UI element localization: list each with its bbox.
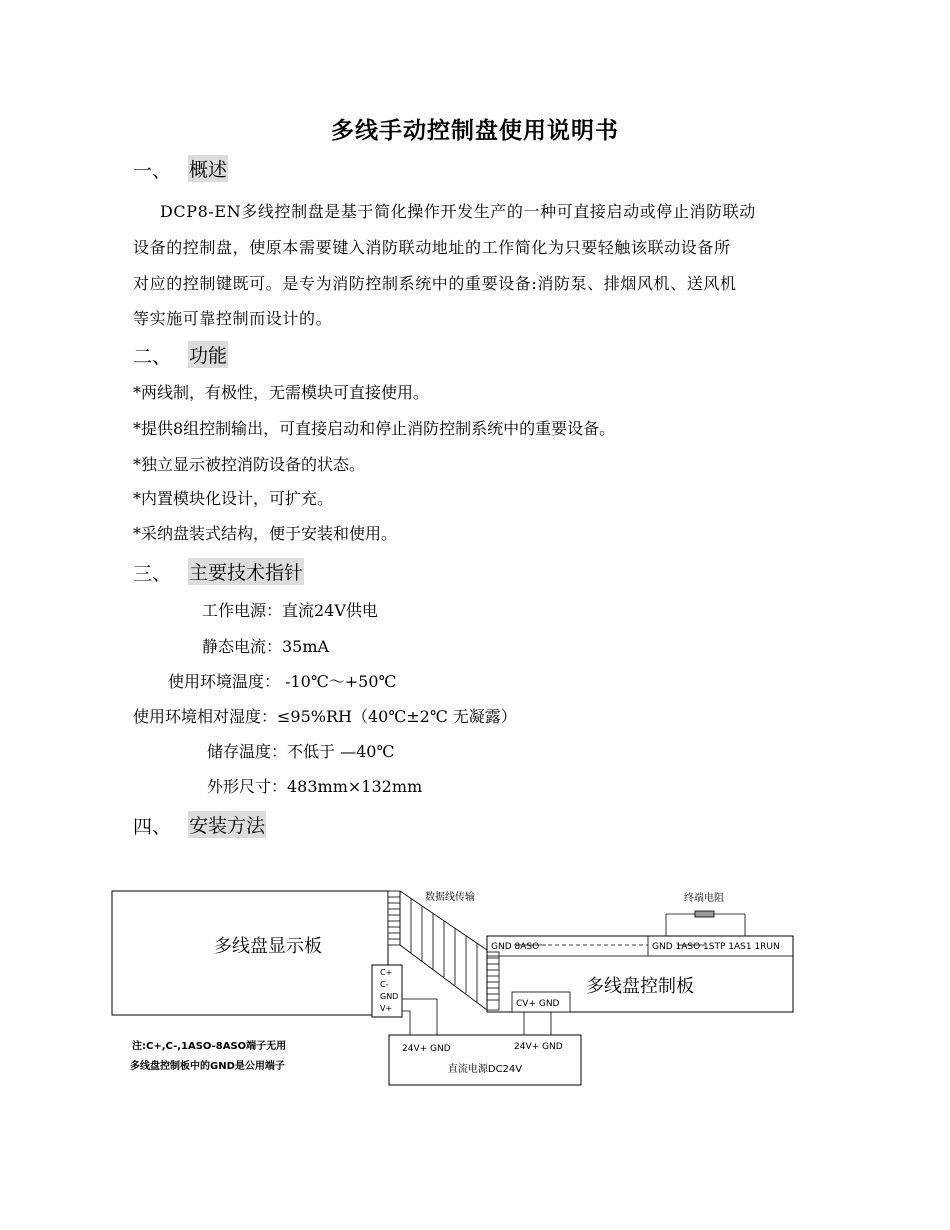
spec-item: 使用环境温度： -10℃～+50℃ — [168, 672, 397, 691]
section-number: 二、 — [133, 346, 172, 368]
feature-item: *提供8组控制输出，可直接启动和停止消防控制系统中的重要设备。 — [133, 419, 616, 438]
resistor-symbol — [695, 911, 714, 917]
control-right-terminals: GND 1ASO 1STP 1AS1 1RUN — [652, 942, 780, 952]
control-left-terminals: GND 8ASO — [491, 942, 540, 952]
terminal-v-plus: V+ — [380, 1004, 393, 1013]
feature-item: *采纳盘装式结构，便于安装和使用。 — [133, 524, 398, 543]
spec-item: 工作电源：直流24V供电 — [202, 601, 378, 620]
terminal-c-plus: C+ — [380, 968, 393, 977]
overview-line: DCP8-EN多线控制盘是基于简化操作开发生产的一种可直接启动或停止消防联动 — [160, 202, 756, 221]
spec-item: 静态电流：35mA — [202, 637, 330, 656]
spec-item: 使用环境相对湿度：≤95%RH（40℃±2℃ 无凝露） — [133, 707, 517, 726]
spec-item: 储存温度：不低于 —40℃ — [207, 742, 395, 761]
diagram-note: 多线盘控制板中的GND是公用端子 — [130, 1061, 285, 1072]
overview-line: 对应的控制键既可。是专为消防控制系统中的重要设备:消防泵、排烟风机、送风机 — [133, 274, 737, 293]
control-power-label: CV+ GND — [516, 999, 560, 1009]
control-board-label: 多线盘控制板 — [586, 976, 694, 997]
data-cable-label: 数据线传输 — [425, 892, 475, 903]
terminal-c-minus: C- — [380, 980, 389, 989]
spec-item: 外形尺寸：483mm×132mm — [207, 777, 423, 796]
terminal-gnd: GND — [380, 992, 399, 1001]
diagram-note: 注:C+,C-,1ASO-8ASO端子无用 — [132, 1041, 287, 1052]
page-title: 多线手动控制盘使用说明书 — [331, 118, 619, 144]
feature-item: *内置模块化设计，可扩充。 — [133, 489, 334, 508]
section-number: 四、 — [133, 816, 172, 838]
feature-item: *两线制，有极性，无需模块可直接使用。 — [133, 383, 430, 402]
section-number: 一、 — [133, 160, 172, 182]
display-connector — [388, 891, 400, 945]
section-number: 三、 — [133, 563, 172, 585]
section-title-functions: 功能 — [188, 341, 228, 368]
overview-line: 等实施可靠控制而设计的。 — [133, 309, 333, 328]
psu-label: 直流电源DC24V — [447, 1064, 523, 1075]
feature-item: *独立显示被控消防设备的状态。 — [133, 455, 366, 474]
display-board-label: 多线盘显示板 — [214, 936, 322, 957]
overview-line: 设备的控制盘，使原本需要键入消防联动地址的工作简化为只要轻触该联动设备所 — [133, 238, 731, 257]
control-connector — [487, 952, 499, 1010]
data-cable — [400, 891, 487, 1010]
psu-terminals-left: 24V+ GND — [402, 1044, 451, 1054]
section-title-specs: 主要技术指针 — [188, 558, 304, 585]
section-title-overview: 概述 — [188, 155, 228, 182]
terminal-resistor-label: 终端电阻 — [684, 893, 724, 904]
psu-terminals-right: 24V+ GND — [514, 1042, 563, 1052]
section-title-installation: 安装方法 — [188, 811, 266, 838]
